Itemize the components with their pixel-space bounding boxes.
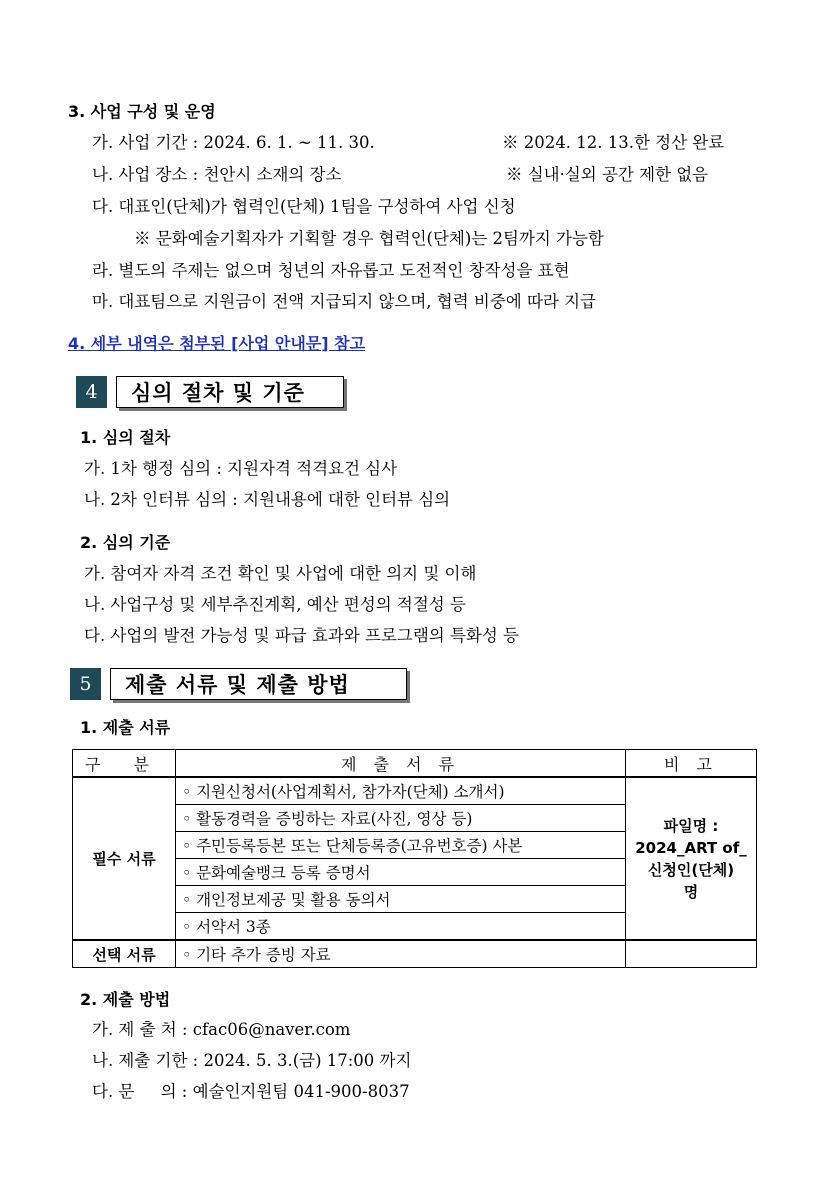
sec3-item-team: 다. 대표인(단체)가 협력인(단체) 1팀을 구성하여 사업 신청 (92, 197, 516, 216)
guide-reference-link[interactable]: 4. 세부 내역은 첨부된 [사업 안내문] 참고 (68, 334, 366, 353)
remark-line: 신청인(단체) (647, 860, 735, 879)
remark-line: 파일명 : (663, 816, 719, 835)
optional-remark-cell (626, 940, 757, 968)
review-step-2: 나. 2차 인터뷰 심의 : 지원내용에 대한 인터뷰 심의 (84, 490, 451, 509)
sec3-item-period: 가. 사업 기간 : 2024. 6. 1. ~ 11. 30. (92, 133, 375, 152)
optional-docs-label: 선택 서류 (73, 940, 176, 968)
criteria-item-3: 다. 사업의 발전 가능성 및 파급 효과와 프로그램의 특화성 등 (84, 626, 519, 645)
remark-line: 2024_ART of_ (635, 838, 747, 857)
sec3-note-settlement: ※ 2024. 12. 13.한 정산 완료 (502, 133, 725, 152)
section-4-title: 심의 절차 및 기준 (116, 376, 344, 408)
review-step-1: 가. 1차 행정 심의 : 지원자격 적격요건 심사 (84, 459, 398, 478)
documents-table (72, 749, 757, 968)
optional-doc-item: ◦ 기타 추가 증빙 자료 (176, 940, 626, 968)
section-5-title: 제출 서류 및 제출 방법 (110, 668, 407, 700)
remark-line: 명 (683, 882, 699, 901)
sec3-item-place: 나. 사업 장소 : 천안시 소재의 장소 (92, 165, 342, 184)
table-header-remarks: 비 고 (626, 750, 757, 778)
criteria-item-1: 가. 참여자 자격 조건 확인 및 사업에 대한 의지 및 이해 (84, 564, 477, 583)
required-doc-item: ◦ 문화예술뱅크 등록 증명서 (176, 859, 626, 886)
submission-deadline: 나. 제출 기한 : 2024. 5. 3.(금) 17:00 까지 (92, 1051, 412, 1070)
sec3-note-space: ※ 실내·실외 공간 제한 없음 (506, 165, 709, 184)
section-5-number: 5 (70, 668, 101, 700)
filename-remark (626, 777, 757, 940)
submission-email: 가. 제 출 처 : cfac06@naver.com (92, 1020, 351, 1039)
review-process-heading: 1. 심의 절차 (80, 428, 171, 447)
section-3-heading: 3. 사업 구성 및 운영 (68, 102, 216, 121)
table-header-category: 구 분 (73, 750, 176, 778)
sec3-item-team-note: ※ 문화예술기획자가 기획할 경우 협력인(단체)는 2팀까지 가능함 (134, 229, 604, 248)
sec3-item-funding: 마. 대표팀으로 지원금이 전액 지급되지 않으며, 협력 비중에 따라 지급 (92, 292, 596, 311)
submission-contact: 다. 문 의 : 예술인지원팀 041-900-8037 (92, 1082, 410, 1101)
review-criteria-heading: 2. 심의 기준 (80, 533, 171, 552)
required-doc-item: ◦ 서약서 3종 (176, 913, 626, 941)
required-doc-item: ◦ 개인정보제공 및 활용 동의서 (176, 886, 626, 913)
table-header-documents: 제 출 서 류 (176, 750, 626, 778)
required-doc-item: ◦ 지원신청서(사업계획서, 참가자(단체) 소개서) (176, 777, 626, 805)
required-doc-item: ◦ 활동경력을 증빙하는 자료(사진, 영상 등) (176, 805, 626, 832)
sec3-item-theme: 라. 별도의 주제는 없으며 청년의 자유롭고 도전적인 창작성을 표현 (92, 261, 570, 280)
criteria-item-2: 나. 사업구성 및 세부추진계획, 예산 편성의 적절성 등 (84, 595, 466, 614)
documents-heading: 1. 제출 서류 (80, 718, 171, 737)
section-4-number: 4 (76, 376, 107, 408)
required-docs-label: 필수 서류 (73, 777, 176, 940)
submission-method-heading: 2. 제출 방법 (80, 990, 171, 1009)
required-doc-item: ◦ 주민등록등본 또는 단체등록증(고유번호증) 사본 (176, 832, 626, 859)
